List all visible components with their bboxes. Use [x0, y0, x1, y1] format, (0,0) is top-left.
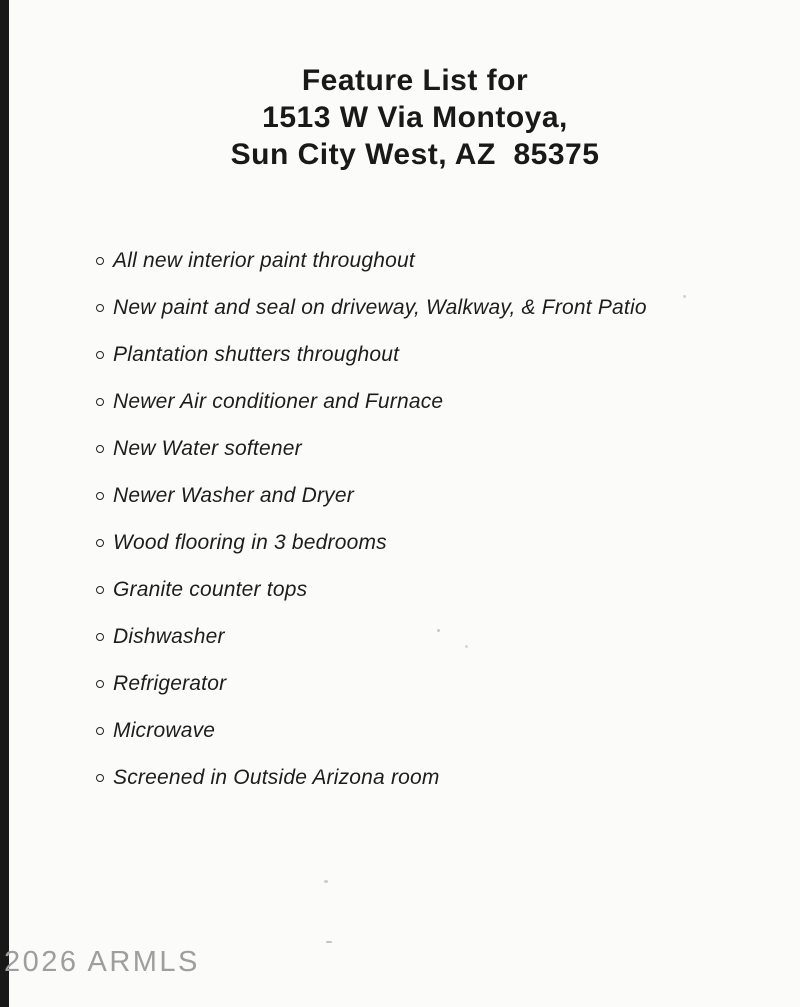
feature-text: Newer Air conditioner and Furnace	[113, 390, 444, 413]
armls-watermark: 2026 ARMLS	[4, 946, 200, 978]
bullet-icon	[96, 727, 104, 735]
list-item	[96, 673, 770, 695]
title-line-2: 1513 W Via Montoya,	[262, 101, 568, 134]
bullet-icon	[96, 257, 104, 265]
feature-text: Microwave	[113, 719, 216, 742]
list-item	[96, 344, 770, 366]
list-item	[96, 626, 770, 648]
list-item	[96, 391, 770, 413]
feature-list	[96, 250, 770, 814]
list-item	[96, 720, 770, 742]
bullet-icon	[96, 351, 104, 359]
document-title	[0, 62, 800, 173]
feature-text: All new interior paint throughout	[113, 249, 415, 272]
feature-text: Granite counter tops	[113, 578, 308, 601]
feature-text: New Water softener	[113, 437, 302, 460]
title-line-3: Sun City West, AZ 85375	[230, 138, 600, 171]
feature-text: Newer Washer and Dryer	[113, 484, 354, 507]
bullet-icon	[96, 539, 104, 547]
bullet-icon	[96, 492, 104, 500]
bullet-icon	[96, 774, 104, 782]
list-item	[96, 579, 770, 601]
scan-speck	[465, 645, 468, 648]
feature-text: Screened in Outside Arizona room	[113, 766, 440, 789]
bullet-icon	[96, 680, 104, 688]
bullet-icon	[96, 398, 104, 406]
list-item	[96, 532, 770, 554]
scan-speck	[326, 941, 332, 943]
list-item	[96, 485, 770, 507]
title-line-1: Feature List for	[301, 64, 529, 97]
scan-speck	[437, 629, 440, 632]
bullet-icon	[96, 304, 104, 312]
list-item	[96, 297, 770, 319]
list-item	[96, 250, 770, 272]
list-item	[96, 438, 770, 460]
feature-text: New paint and seal on driveway, Walkway, & Front Patio	[113, 296, 647, 319]
bullet-icon	[96, 633, 104, 641]
feature-text: Wood flooring in 3 bedrooms	[113, 531, 387, 554]
bullet-icon	[96, 586, 104, 594]
bullet-icon	[96, 445, 104, 453]
feature-text: Dishwasher	[113, 625, 225, 648]
scan-speck	[683, 295, 686, 298]
feature-text: Refrigerator	[113, 672, 227, 695]
list-item	[96, 767, 770, 789]
feature-text: Plantation shutters throughout	[113, 343, 400, 366]
scan-speck	[324, 880, 328, 883]
